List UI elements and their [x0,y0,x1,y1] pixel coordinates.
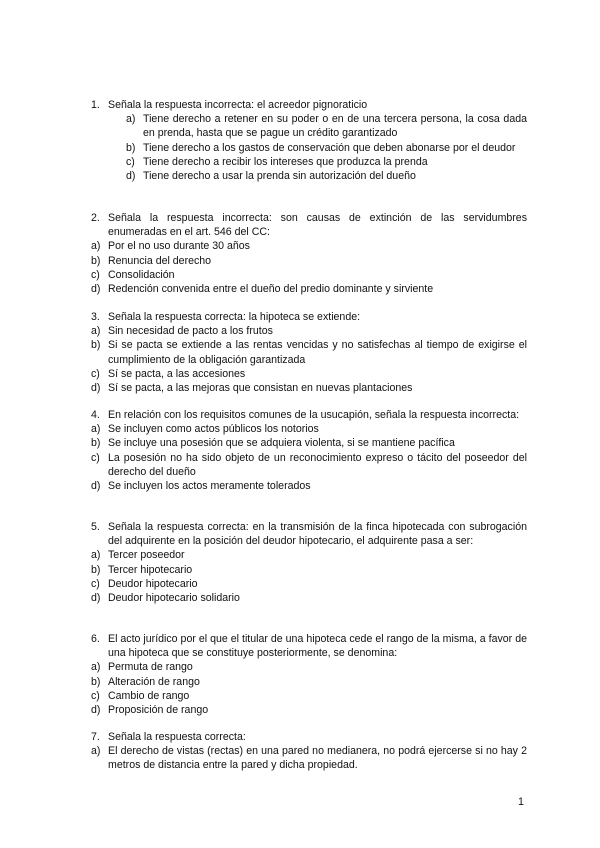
option-list [91,239,527,296]
option-list [91,422,527,493]
question-number: 4. [91,409,100,421]
option-a: a) Permuta de rango [91,661,193,674]
question-text: Señala la respuesta incorrecta: el acreedor pignoraticio [108,99,368,111]
option-a: a) Tiene derecho a retener en su poder o en de una tercera persona, la cosa dada en prenda, hasta que se pague un crédito garantizado [126,113,527,140]
option-list [91,744,527,772]
option-list [91,112,527,183]
option-list [91,660,527,717]
question-stem [91,632,527,660]
question-number: 2. [91,212,100,224]
question-7 [91,730,527,773]
option-c: c) Deudor hipotecario [91,577,198,590]
page-number: 1 [518,796,524,808]
option-c: c) Cambio de rango [91,689,190,702]
question-stem [91,408,527,422]
option-d: d) Se incluyen los actos meramente tolerados [91,480,311,493]
option-b: b) Renuncia del derecho [91,254,212,267]
question-stem [91,730,527,744]
question-text: Señala la respuesta correcta: la hipoteca se extiende: [108,311,361,323]
option-b: b) Tercer hipotecario [91,563,193,576]
option-b: b) Si se pacta se extiende a las rentas vencidas y no satisfechas al tiempo de exigirse el cumplimiento de la obligación garantizada [91,339,527,366]
option-d: d) Redención convenida entre el dueño del predio dominante y sirviente [91,283,434,296]
option-b: b) Alteración de rango [91,675,200,688]
question-6 [91,632,527,717]
option-c: c) Sí se pacta, a las accesiones [91,367,246,380]
question-number: 5. [91,521,100,533]
question-2 [91,211,527,296]
option-c: c) La posesión no ha sido objeto de un reconocimiento expreso o tácito del poseedor del derecho del dueño [91,451,527,478]
question-stem [91,211,527,239]
option-a: a) El derecho de vistas (rectas) en una pared no medianera, no podrá ejercerse si no hay 2 metros de distancia entre la pared y dicha propiedad. [91,745,527,772]
option-b: b) Se incluye una posesión que se adquiera violenta, si se mantiene pacífica [91,437,455,450]
option-a: a) Por el no uso durante 30 años [91,240,250,253]
option-b: b) Tiene derecho a los gastos de conservación que deben abonarse por el deudor [126,141,516,154]
question-number: 7. [91,731,100,743]
option-list [91,548,527,605]
question-text: En relación con los requisitos comunes de la usucapión, señala la respuesta incorrecta: [108,409,520,421]
option-a: a) Sin necesidad de pacto a los frutos [91,325,273,338]
question-4 [91,408,527,493]
option-c: c) Consolidación [91,268,175,281]
option-d: d) Sí se pacta, a las mejoras que consistan en nuevas plantaciones [91,382,413,395]
question-1 [91,98,527,183]
option-list [91,324,527,395]
question-text: Señala la respuesta correcta: en la transmisión de la finca hipotecada con subrogación del adquirente en la posición del deudor hipotecario, el adquirente pasa a ser: [108,521,527,548]
question-number: 3. [91,311,100,323]
question-text: Señala la respuesta incorrecta: son causas de extinción de las servidumbres enumeradas en el art. 546 del CC: [108,212,527,239]
question-stem [91,310,527,324]
question-stem [91,520,527,548]
option-a: a) Tercer poseedor [91,549,185,562]
option-d: d) Tiene derecho a usar la prenda sin autorización del dueño [126,170,416,183]
question-number: 6. [91,633,100,645]
question-3 [91,310,527,395]
option-d: d) Deudor hipotecario solidario [91,592,240,605]
question-text: Señala la respuesta correcta: [108,731,246,743]
option-c: c) Tiene derecho a recibir los intereses que produzca la prenda [126,155,428,168]
question-stem [91,98,527,112]
option-a: a) Se incluyen como actos públicos los notorios [91,423,319,436]
question-number: 1. [91,99,100,111]
question-5 [91,520,527,605]
question-text: El acto jurídico por el que el titular de una hipoteca cede el rango de la misma, a favor de una hipoteca que se constituye posteriormente, se denomina: [108,633,527,660]
option-d: d) Proposición de rango [91,704,209,717]
